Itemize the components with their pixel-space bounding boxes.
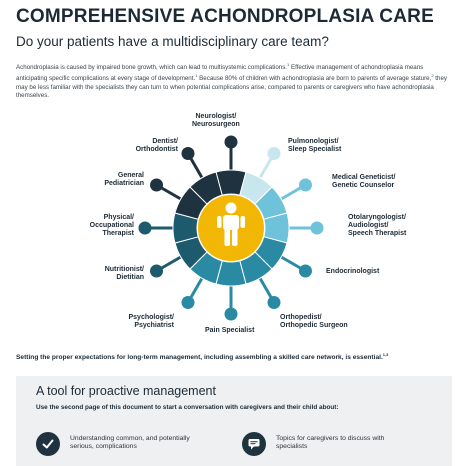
- tool-item-topics: [242, 432, 442, 460]
- label-line: Pulmonologist/: [288, 138, 339, 145]
- label-line: Audiologist/: [348, 222, 389, 230]
- intro-paragraph: [16, 61, 452, 101]
- label-pediatrician: [104, 172, 144, 188]
- knob-geneticist: [299, 179, 312, 192]
- knob-pulmonologist: [268, 147, 281, 160]
- intro-ref-1: 1: [287, 62, 290, 67]
- tool-item-complications: [36, 432, 226, 460]
- page-subtitle: Do your patients have a multidisciplinary care team?: [16, 34, 329, 49]
- label-line: Neurologist/: [195, 113, 237, 120]
- knob-pain-specialist: [225, 308, 238, 321]
- tool-panel: [16, 376, 452, 466]
- intro-text-1: Achondroplasia is caused by impaired bone growth, which can lead to multisystemic complications.: [16, 64, 288, 72]
- label-line: General: [117, 172, 144, 179]
- page-title: COMPREHENSIVE ACHONDROPLASIA CARE: [16, 6, 434, 27]
- knob-physical-therapist: [139, 222, 152, 235]
- label-neurologist: [192, 113, 240, 129]
- label-line: Genetic Counselor: [332, 182, 395, 190]
- label-line: Therapist: [102, 230, 134, 238]
- label-psychologist: [128, 314, 174, 330]
- label-line: Pain Specialist: [205, 327, 255, 334]
- label-pain-specialist: [205, 327, 254, 335]
- label-line: Psychiatrist: [134, 322, 174, 330]
- intro-ref-3: 2: [431, 73, 434, 79]
- intro-text-4: they may be less familiar with the specialists they can turn to when potential complications arise, compared to parents or caregivers who have achondroplasia themselves.: [16, 75, 447, 100]
- label-dentist: [136, 138, 178, 154]
- knob-endocrinologist: [299, 265, 312, 278]
- label-line: Neurosurgeon: [192, 121, 240, 129]
- label-line: Pediatrician: [104, 180, 144, 188]
- tool-subtitle: Use the second page of this document to start a conversation with caregivers and their child about:: [36, 404, 339, 411]
- tool-item-text: Understanding common, and potentially serious, complications: [70, 435, 190, 451]
- label-line: Sleep Specialist: [288, 146, 342, 154]
- tool-item-text: Topics for caregivers to discuss with specialists: [276, 435, 385, 451]
- label-endocrinologist: [326, 268, 379, 276]
- label-line: Medical Geneticist/: [332, 174, 396, 181]
- label-orthopedist: [280, 314, 348, 330]
- label-line: Orthodontist: [135, 146, 178, 154]
- expectations-text: Setting the proper expectations for long-term management, including assembling a skilled care network, is essential.: [16, 354, 383, 362]
- label-physical-therapist: [90, 214, 134, 239]
- label-line: Orthopedist/: [280, 314, 322, 321]
- knob-nutritionist: [150, 265, 163, 278]
- label-line: Otolaryngologist/: [348, 214, 406, 221]
- label-pulmonologist: [288, 138, 341, 154]
- label-line: Nutritionist/: [104, 266, 144, 273]
- expectations-statement: [16, 352, 456, 361]
- intro-ref-2: 1: [195, 73, 198, 79]
- label-geneticist: [332, 174, 395, 190]
- chat-bubble-icon: [242, 432, 266, 456]
- knob-psychologist: [182, 296, 195, 309]
- label-nutritionist: [105, 266, 144, 282]
- label-line: Dietitian: [116, 274, 144, 282]
- tool-title: A tool for proactive management: [36, 384, 216, 398]
- intro-text-2: Effective management of achondroplasia means anticipating specific complications at every stage of development.: [16, 64, 424, 83]
- label-otolaryngologist: [348, 214, 406, 239]
- label-line: Physical/: [103, 214, 134, 221]
- label-line: Occupational: [89, 222, 134, 230]
- check-icon: [36, 432, 60, 456]
- label-line: Endocrinologist: [326, 268, 380, 275]
- expectations-refs: 1,3: [382, 352, 389, 357]
- knob-dentist: [182, 147, 195, 160]
- label-line: Speech Therapist: [348, 230, 407, 238]
- knob-orthopedist: [268, 296, 281, 309]
- knob-neurologist: [225, 136, 238, 149]
- intro-text-3: Because 80% of children with achondroplasia are born to parents of average stature,: [197, 75, 432, 83]
- label-line: Psychologist/: [128, 314, 174, 321]
- label-line: Orthopedic Surgeon: [280, 322, 348, 330]
- knob-otolaryngologist: [311, 222, 324, 235]
- knob-pediatrician: [150, 179, 163, 192]
- label-line: Dentist/: [152, 138, 178, 145]
